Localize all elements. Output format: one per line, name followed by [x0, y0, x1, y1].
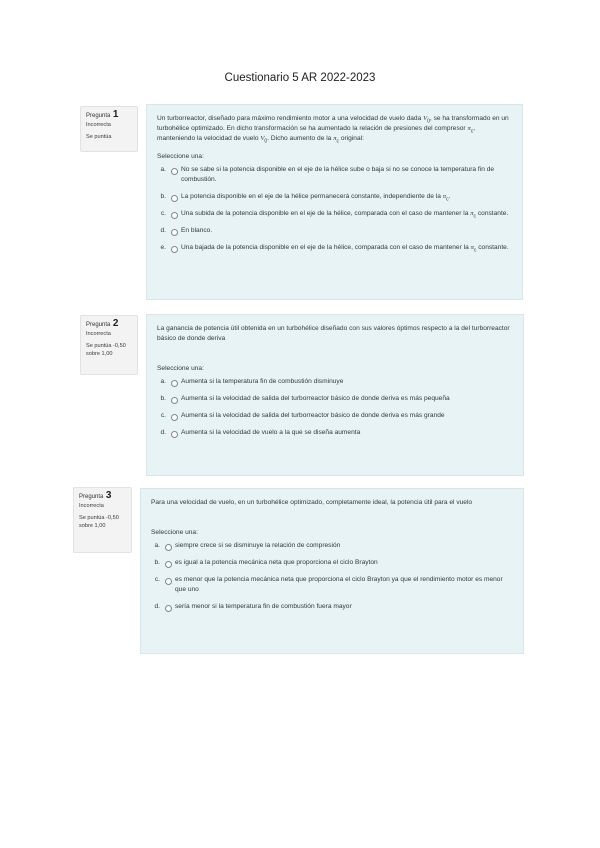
question-text: La ganancia de potencia útil obtenida en un turbohélice diseñado con sus valores óptimos respecto a la del turborreactor básico de donde deriva: [157, 325, 510, 342]
answer-list: [157, 377, 513, 438]
radio-button[interactable]: [165, 605, 172, 612]
option-text: La potencia disponible en el eje de la hélice permanecerá constante, independiente de la $\pi_c$.: [181, 193, 451, 203]
answer-option[interactable]: [157, 394, 513, 404]
answer-option[interactable]: [157, 411, 513, 421]
radio-button[interactable]: [171, 380, 178, 387]
radio-button[interactable]: [171, 229, 178, 236]
option-text: Aumenta si la temperatura fin de combustión disminuye: [181, 378, 344, 385]
radio-button[interactable]: [171, 397, 178, 404]
answer-option[interactable]: [151, 602, 513, 612]
question-state: Incorrecta: [86, 331, 111, 337]
answer-option[interactable]: [151, 575, 513, 595]
radio-button[interactable]: [165, 544, 172, 551]
question-info-panel: [73, 487, 132, 553]
question-content: [146, 104, 523, 300]
question-info-panel: [80, 106, 138, 152]
option-text: No se sabe si la potencia disponible en el eje de la hélice sube o baja si no se conoce la temperatura fin de combustión.: [181, 166, 495, 183]
answer-prompt: Seleccione una:: [157, 365, 204, 372]
radio-button[interactable]: [171, 414, 178, 421]
option-text: Aumenta si la velocidad de salida del turborreactor básico de donde deriva es más grande: [181, 412, 445, 419]
question-content: [140, 488, 524, 654]
question-number: 2: [112, 318, 119, 329]
question-number: 1: [112, 109, 119, 120]
option-letter: d.: [154, 603, 160, 610]
option-letter: a.: [154, 542, 160, 549]
option-text: En blanco.: [181, 227, 213, 234]
question-label: Pregunta: [79, 494, 104, 500]
option-letter: c.: [160, 412, 166, 419]
radio-button[interactable]: [171, 431, 178, 438]
option-letter: d.: [160, 227, 166, 234]
option-text: es igual a la potencia mecánica neta que proporciona el ciclo Brayton: [175, 559, 378, 566]
radio-button[interactable]: [171, 168, 178, 175]
question-state: Incorrecta: [79, 503, 104, 509]
option-letter: c.: [154, 576, 160, 583]
option-letter: a.: [160, 378, 166, 385]
answer-list: [151, 541, 513, 612]
page-title: Cuestionario 5 AR 2022-2023: [224, 72, 376, 84]
option-letter: b.: [160, 193, 166, 200]
answer-option[interactable]: [157, 209, 512, 219]
option-letter: b.: [160, 395, 166, 402]
answer-option[interactable]: [157, 377, 513, 387]
question-grade: Se puntúa -0,50 sobre 1,00: [86, 343, 126, 357]
answer-prompt: Seleccione una:: [157, 153, 204, 160]
question-text: Un turborreactor, diseñado para máximo rendimiento motor a una velocidad de vuelo dada $V_0$, se ha transformado en un turbohélice optimizado. En dicho transformación se ha aumentado la relación de presiones del compresor $\pi_c$, manteniendo la velocidad de vuelo $V_0$. Dicho aumento de la $\pi_c$ original:: [157, 115, 509, 145]
question-content: [146, 314, 524, 476]
radio-button[interactable]: [171, 212, 178, 219]
option-text: Una bajada de la potencia disponible en el eje de la hélice, comparada con el caso de mantener la $\pi_c$ constante.: [181, 244, 509, 254]
answer-prompt: Seleccione una:: [151, 529, 198, 536]
option-letter: a.: [160, 166, 166, 173]
question-label: Pregunta: [86, 322, 111, 328]
question-label: Pregunta: [86, 113, 111, 119]
radio-button[interactable]: [165, 561, 172, 568]
answer-list: [157, 165, 512, 253]
answer-option[interactable]: [157, 192, 512, 202]
question-number: 3: [105, 490, 112, 501]
question-grade: Se puntúa: [86, 134, 112, 140]
question-grade: Se puntúa -0,50 sobre 1,00: [79, 515, 119, 529]
option-text: sería menor si la temperatura fin de combustión fuera mayor: [175, 603, 352, 610]
question-info-panel: [80, 315, 138, 375]
option-letter: c.: [160, 210, 166, 217]
option-text: Una subida de la potencia disponible en el eje de la hélice, comparada con el caso de mantener la $\pi_c$ constante.: [181, 210, 509, 220]
answer-option[interactable]: [151, 541, 513, 551]
option-text: Aumenta si la velocidad de salida del turborreactor básico de donde deriva es más pequeña: [181, 395, 450, 402]
answer-option[interactable]: [157, 226, 512, 236]
option-letter: d.: [160, 429, 166, 436]
option-letter: b.: [154, 559, 160, 566]
answer-option[interactable]: [157, 428, 513, 438]
option-text: es menor que la potencia mecánica neta que proporciona el ciclo Brayton ya que el rendimiento motor es menor que uno: [175, 576, 503, 593]
answer-option[interactable]: [157, 243, 512, 253]
radio-button[interactable]: [171, 195, 178, 202]
question-text: Para una velocidad de vuelo, en un turbohélice optimizado, completamente ideal, la potencia útil para el vuelo: [151, 499, 473, 506]
option-text: siempre crece si se disminuye la relación de compresión: [175, 542, 341, 549]
option-letter: e.: [160, 244, 166, 251]
radio-button[interactable]: [171, 246, 178, 253]
question-state: Incorrecta: [86, 122, 111, 128]
option-text: Aumenta si la velocidad de vuelo a la que se diseña aumenta: [181, 429, 361, 436]
radio-button[interactable]: [165, 578, 172, 585]
answer-option[interactable]: [157, 165, 512, 185]
answer-option[interactable]: [151, 558, 513, 568]
